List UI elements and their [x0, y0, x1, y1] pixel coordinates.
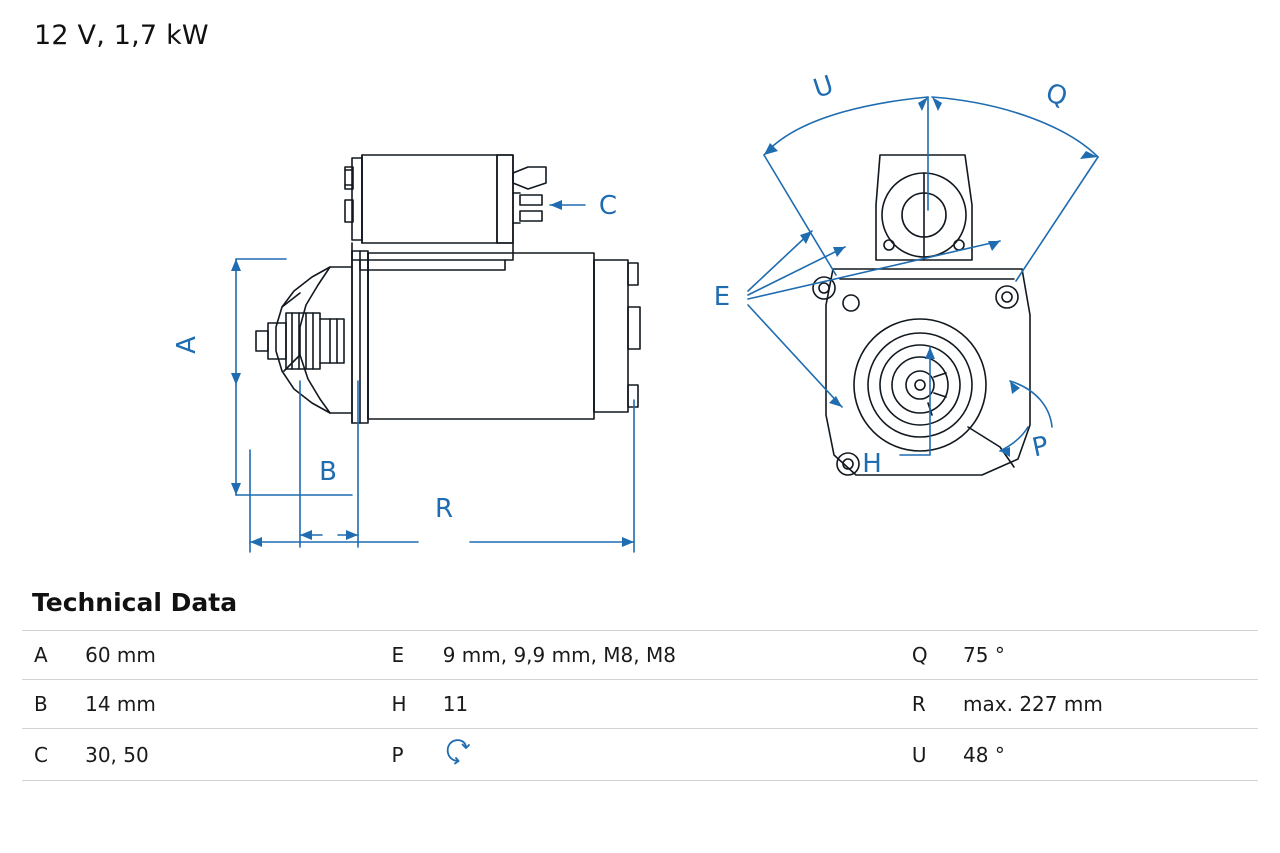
- spec-value-q: 75 °: [951, 631, 1258, 680]
- spec-key-r: R: [900, 680, 951, 729]
- table-row: [22, 680, 1258, 729]
- spec-value-b: 14 mm: [73, 680, 379, 729]
- spec-key-h: H: [380, 680, 431, 729]
- dimension-label-A: A: [172, 336, 202, 354]
- spec-value-r: max. 227 mm: [951, 680, 1258, 729]
- spec-value-h: 11: [431, 680, 900, 729]
- dimension-label-H: H: [862, 449, 882, 479]
- dimension-label-U: U: [809, 70, 838, 105]
- dimension-label-B: B: [319, 457, 337, 487]
- spec-value-a: 60 mm: [73, 631, 379, 680]
- starter-side-view: [256, 155, 640, 423]
- spec-key-a: A: [22, 631, 73, 680]
- dimension-label-R: R: [434, 494, 454, 524]
- spec-key-u: U: [900, 729, 951, 781]
- dimension-label-C: C: [598, 191, 618, 221]
- spec-key-p: P: [380, 729, 431, 781]
- spec-key-q: Q: [900, 631, 951, 680]
- technical-data-heading: Technical Data: [32, 588, 238, 617]
- spec-value-p: [431, 729, 900, 781]
- rotation-arrow-icon: [443, 738, 473, 771]
- spec-value-e: 9 mm, 9,9 mm, M8, M8: [431, 631, 900, 680]
- dimension-label-P: P: [1029, 430, 1052, 464]
- spec-value-u: 48 °: [951, 729, 1258, 781]
- spec-key-e: E: [380, 631, 431, 680]
- dimension-label-E: E: [713, 282, 731, 312]
- table-row: [22, 631, 1258, 680]
- spec-key-b: B: [22, 680, 73, 729]
- table-row: [22, 729, 1258, 781]
- spec-value-c: 30, 50: [73, 729, 379, 781]
- technical-data-table: [22, 630, 1258, 781]
- page-title: 12 V, 1,7 kW: [34, 20, 209, 51]
- spec-key-c: C: [22, 729, 73, 781]
- starter-front-view: [813, 155, 1030, 475]
- dimension-label-Q: Q: [1042, 77, 1071, 113]
- technical-drawing: [0, 55, 1280, 575]
